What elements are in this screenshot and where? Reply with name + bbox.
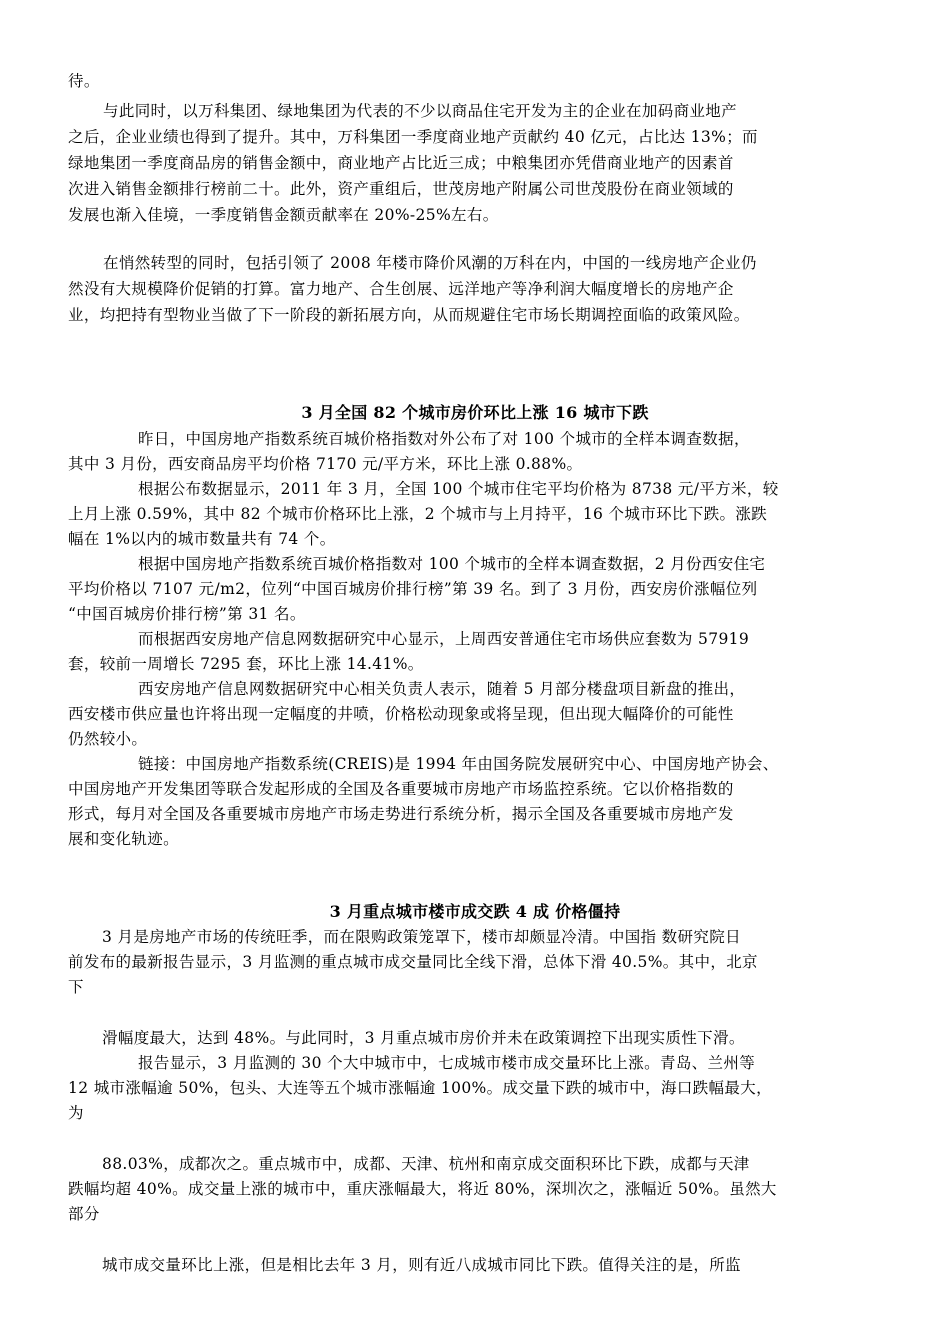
a3-line-4: 滑幅度最大，达到 48%。与此同时，3 月重点城市房价并未在政策调控下出现实质性下滑。 (102, 1029, 745, 1047)
a3-line-11: 城市成交量环比上涨，但是相比去年 3 月，则有近八成城市同比下跌。值得关注的是，所监 (102, 1256, 741, 1274)
a1-line-2: 与此同时，以万科集团、绿地集团为代表的不少以商品住宅开发为主的企业在加码商业地产 (103, 102, 738, 120)
a2-line-2: 其中 3 月份，西安商品房平均价格 7170 元/平方米，环比上涨 0.88%。 (68, 455, 583, 473)
a1-line-8: 然没有大规模降价促销的打算。富力地产、合生创展、远洋地产等净利润大幅度增长的房地产企 (68, 280, 734, 298)
a2-line-5: 幅在 1%以内的城市数量共有 74 个。 (68, 530, 336, 548)
a3-line-2: 前发布的最新报告显示，3 月监测的重点城市成交量同比全线下滑，总体下滑 40.5%。其中，北京 (68, 953, 758, 971)
a2-line-11: 西安房地产信息网数据研究中心相关负责人表示，随着 5 月部分楼盘项目新盘的推出， (138, 680, 746, 698)
a2-line-6: 根据中国房地产指数系统百城价格指数对 100 个城市的全样本调查数据，2 月份西安住宅 (138, 555, 766, 573)
a2-line-10: 套，较前一周增长 7295 套，环比上涨 14.41%。 (68, 655, 424, 673)
a2-line-17: 展和变化轨迹。 (68, 830, 179, 848)
a1-line-6: 发展也渐入佳境，一季度销售金额贡献率在 20%-25%左右。 (68, 206, 499, 224)
a1-line-1: 待。 (68, 72, 100, 90)
a1-line-7: 在悄然转型的同时，包括引领了 2008 年楼市降价风潮的万科在内，中国的一线房地产企业仍 (103, 254, 757, 272)
article2-title: 3 月全国 82 个城市房价环比上涨 16 城市下跌 (301, 403, 649, 422)
a2-line-13: 仍然较小。 (68, 730, 148, 748)
a3-line-9: 跌幅均超 40%。成交量上涨的城市中，重庆涨幅最大，将近 80%，深圳次之，涨幅近 50%。虽然大 (68, 1180, 777, 1198)
a2-line-7: 平均价格以 7107 元/m2，位列“中国百城房价排行榜”第 39 名。到了 3 月份，西安房价涨幅位列 (68, 580, 758, 598)
a3-line-8: 88.03%，成都次之。重点城市中，成都、天津、杭州和南京成交面积环比下跌，成都与天津 (102, 1155, 750, 1173)
a2-line-8: “中国百城房价排行榜”第 31 名。 (68, 605, 306, 623)
a2-line-9: 而根据西安房地产信息网数据研究中心显示，上周西安普通住宅市场供应套数为 57919 (138, 630, 750, 648)
a2-line-4: 上月上涨 0.59%，其中 82 个城市价格环比上涨，2 个城市与上月持平，16 个城市环比下跌。涨跌 (68, 505, 768, 523)
a2-line-14: 链接：中国房地产指数系统(CREIS)是 1994 年由国务院发展研究中心、中国房地产协会、 (138, 755, 779, 773)
a3-line-3: 下 (68, 978, 84, 996)
a3-line-5: 报告显示，3 月监测的 30 个大中城市中，七成城市楼市成交量环比上涨。青岛、兰州等 (138, 1054, 756, 1072)
a1-line-9: 业，均把持有型物业当做了下一阶段的新拓展方向，从而规避住宅市场长期调控面临的政策风险。 (68, 306, 750, 324)
a2-line-15: 中国房地产开发集团等联合发起形成的全国及各重要城市房地产市场监控系统。它以价格指数的 (68, 780, 734, 798)
a2-line-12: 西安楼市供应量也许将出现一定幅度的井喷，价格松动现象或将呈现，但出现大幅降价的可能性 (68, 705, 734, 723)
a3-line-6: 12 城市涨幅逾 50%，包头、大连等五个城市涨幅逾 100%。成交量下跌的城市中，海口跌幅最大， (68, 1079, 772, 1097)
article3-title: 3 月重点城市楼市成交跌 4 成 价格僵持 (329, 902, 621, 921)
a2-line-16: 形式，每月对全国及各重要城市房地产市场走势进行系统分析，揭示全国及各重要城市房地产发 (68, 805, 734, 823)
a1-line-4: 绿地集团一季度商品房的销售金额中，商业地产占比近三成；中粮集团亦凭借商业地产的因素首 (68, 154, 734, 172)
a2-line-1: 昨日，中国房地产指数系统百城价格指数对外公布了对 100 个城市的全样本调查数据， (138, 430, 750, 448)
a3-line-10: 部分 (68, 1205, 100, 1223)
a3-line-7: 为 (68, 1104, 84, 1122)
a2-line-3: 根据公布数据显示，2011 年 3 月，全国 100 个城市住宅平均价格为 8738 元/平方米，较 (138, 480, 779, 498)
a1-line-5: 次进入销售金额排行榜前二十。此外，资产重组后，世茂房地产附属公司世茂股份在商业领域的 (68, 180, 734, 198)
a1-line-3: 之后，企业业绩也得到了提升。其中，万科集团一季度商业地产贡献约 40 亿元，占比达 13%；而 (68, 128, 758, 146)
a3-line-1: 3 月是房地产市场的传统旺季，而在限购政策笼罩下，楼市却颇显冷清。中国指 数研究院日 (102, 928, 741, 946)
